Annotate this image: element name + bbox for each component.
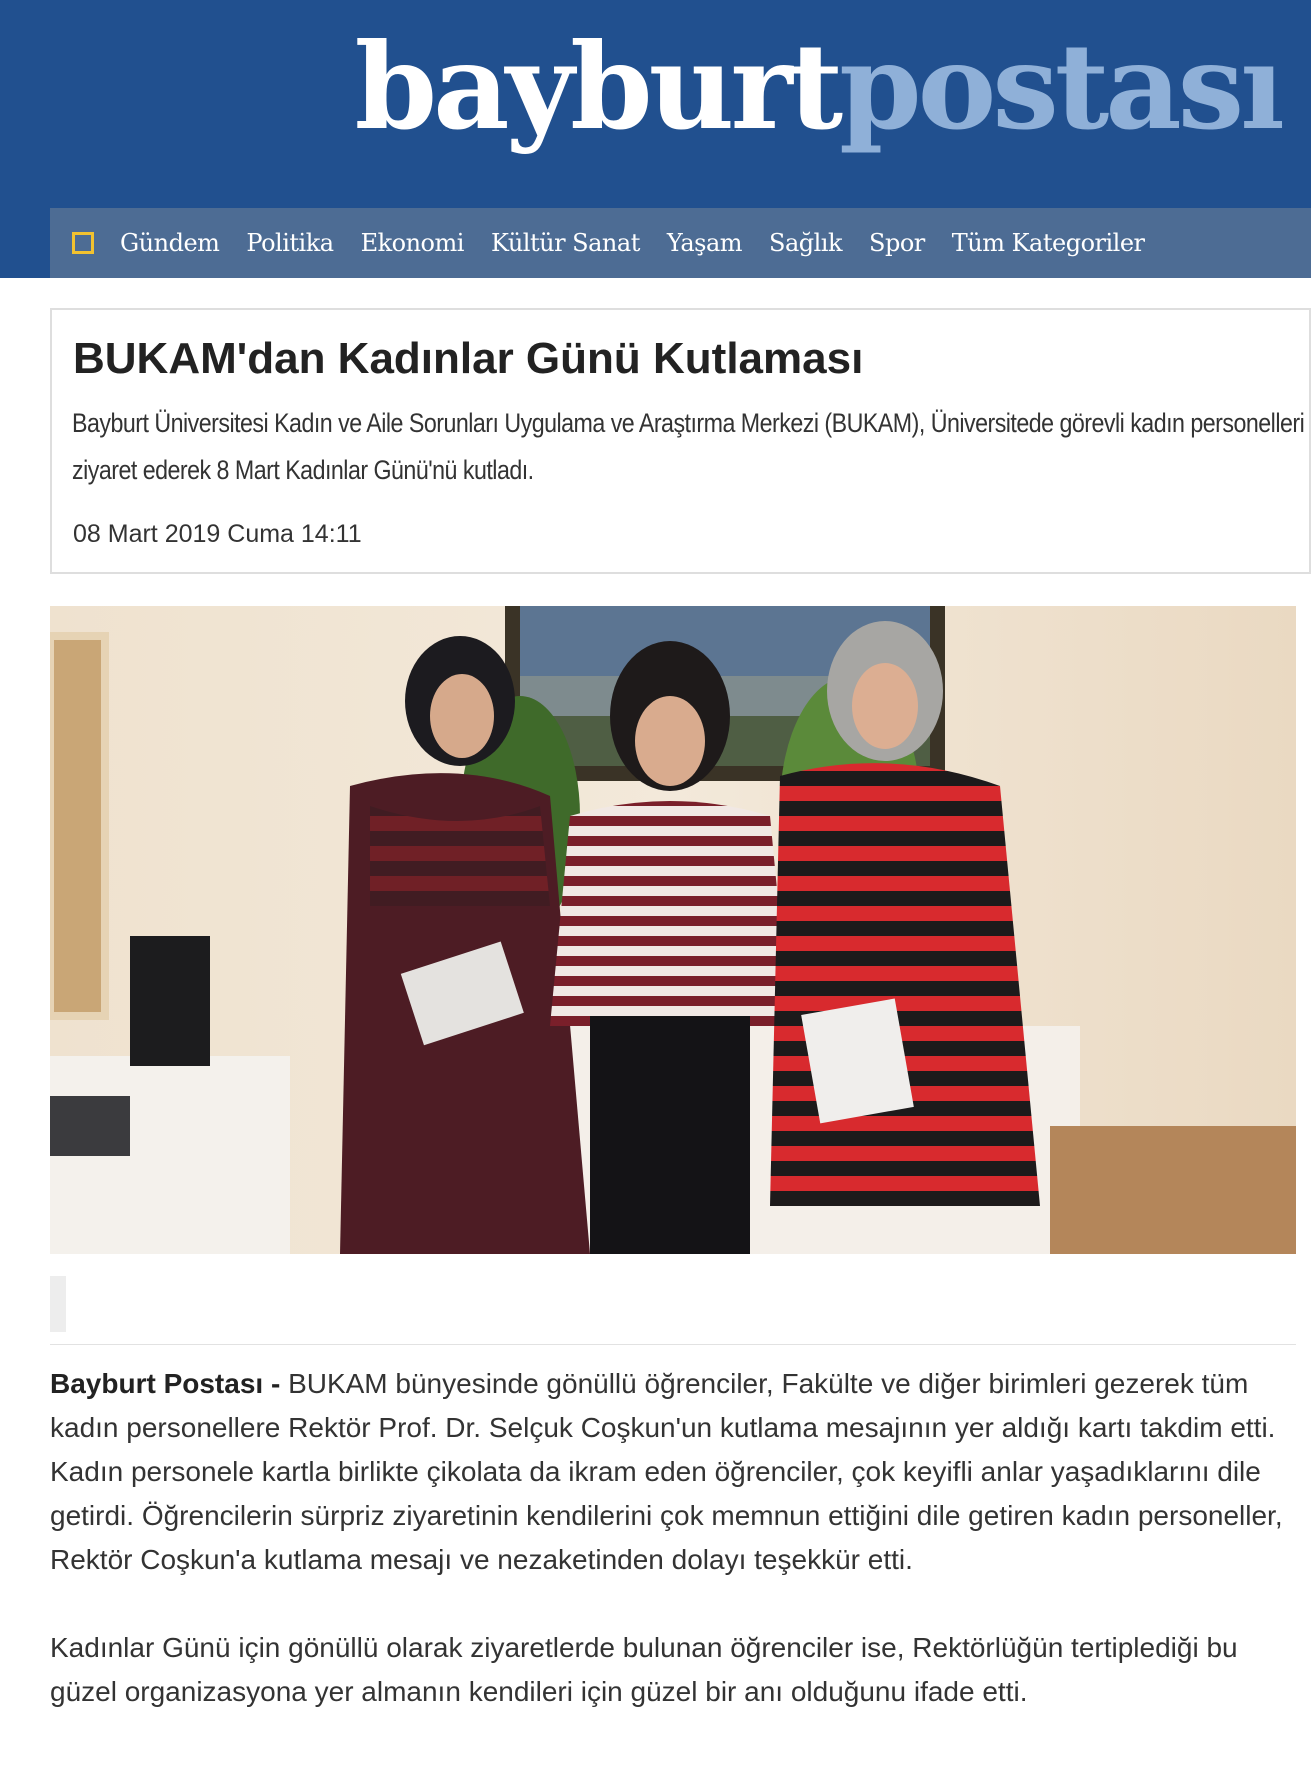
headline-box bbox=[50, 308, 1311, 574]
nav-item-kultur-sanat[interactable]: Kültür Sanat bbox=[490, 229, 640, 257]
article-body bbox=[50, 1362, 1300, 1758]
square-menu-icon[interactable] bbox=[72, 232, 94, 254]
nav-item-tum-kategoriler[interactable]: Tüm Kategoriler bbox=[951, 229, 1145, 257]
article-paragraph-2: Kadınlar Günü için gönüllü olarak ziyaretlerde bulunan öğrenciler ise, Rektörlüğün tertiplediği bu güzel organizasyona yer almanın kendileri için güzel bir anı olduğunu ifade etti. bbox=[50, 1632, 1238, 1707]
article-summary: Bayburt Üniversitesi Kadın ve Aile Sorunları Uygulama ve Araştırma Merkezi (BUKAM), Üniversitede görevli kadın personelleri ziyaret ederek 8 Mart Kadınlar Günü'nü kutladı. bbox=[72, 408, 1305, 485]
paragraph-1-text: BUKAM bünyesinde gönüllü öğrenciler, Fakülte ve diğer birimleri gezerek tüm kadın personellere Rektör Prof. Dr. Selçuk Coşkun'un kutlama mesajının yer aldığı kartı takdim etti. Kadın personele kartla birlikte çikolata da ikram eden öğrenciler, çok keyifli anlar yaşadıklarını dile getirdi. Öğrencilerin sürpriz ziyaretinin kendilerini çok memnun ettiğini dile getiren kadın personeller, Rektör Coşkun'a kutlama mesajı ve nezaketinden dolayı teşekkür etti. bbox=[50, 1368, 1283, 1575]
main-nav bbox=[50, 208, 1311, 278]
article-paragraph-1 bbox=[50, 1362, 1300, 1582]
article-photo bbox=[50, 606, 1296, 1254]
nav-item-yasam[interactable]: Yaşam bbox=[666, 229, 743, 257]
site-logo[interactable] bbox=[355, 12, 1281, 162]
nav-item-spor[interactable]: Spor bbox=[869, 229, 925, 257]
nav-item-ekonomi[interactable]: Ekonomi bbox=[360, 229, 464, 257]
photo-illustration bbox=[50, 606, 1296, 1254]
logo-part-bayburt: bayburt bbox=[354, 17, 840, 156]
nav-item-politika[interactable]: Politika bbox=[246, 229, 334, 257]
photo-caption-bar bbox=[50, 1276, 66, 1332]
logo-part-postasi: postası bbox=[839, 17, 1281, 156]
nav-item-gundem[interactable]: Gündem bbox=[120, 229, 220, 257]
content-divider bbox=[50, 1344, 1296, 1345]
site-header bbox=[0, 0, 1311, 278]
article-source: Bayburt Postası - bbox=[50, 1368, 281, 1399]
article-title: BUKAM'dan Kadınlar Günü Kutlaması bbox=[73, 334, 864, 383]
article-date: 08 Mart 2019 Cuma 14:11 bbox=[73, 520, 362, 548]
nav-item-saglik[interactable]: Sağlık bbox=[769, 229, 843, 257]
